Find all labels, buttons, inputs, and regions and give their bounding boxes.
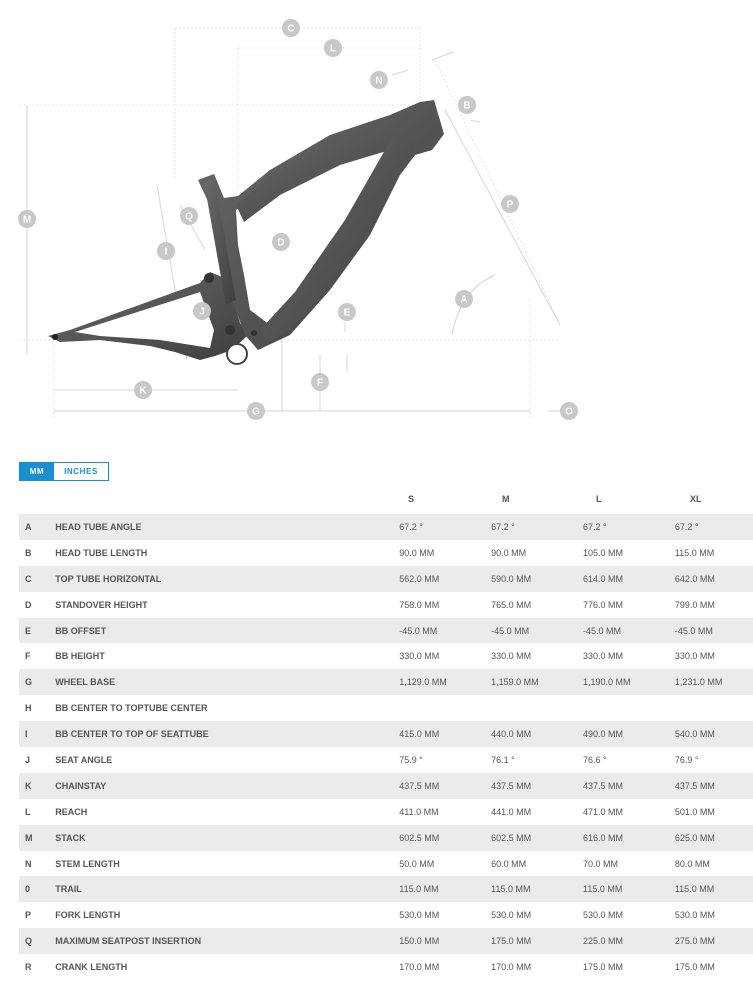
row-name: STACK — [55, 832, 86, 843]
row-value-xl: 175.0 MM — [674, 962, 715, 973]
row-name: STEM LENGTH — [55, 858, 120, 869]
svg-text:B: B — [463, 100, 471, 112]
badge-i — [157, 242, 175, 260]
row-value-m: 330.0 MM — [491, 651, 532, 662]
svg-text:J: J — [199, 306, 205, 318]
svg-text:G: G — [252, 406, 260, 418]
row-letter: K — [25, 780, 32, 791]
table-row — [19, 618, 753, 644]
badge-f — [311, 373, 329, 391]
unit-inches-button[interactable]: INCHES — [54, 463, 108, 480]
row-value-l: -45.0 MM — [582, 625, 621, 636]
badge-l — [324, 39, 342, 57]
row-value-m: 441.0 MM — [491, 806, 532, 817]
row-name: TOP TUBE HORIZONTAL — [55, 573, 162, 584]
row-letter: A — [25, 521, 32, 532]
size-header-s: S — [408, 494, 415, 504]
badge-m — [18, 210, 36, 228]
row-value-l: 776.0 MM — [582, 599, 624, 610]
table-row — [19, 592, 753, 618]
row-name: CHAINSTAY — [55, 780, 107, 791]
svg-text:D: D — [277, 237, 285, 249]
table-row — [19, 721, 753, 747]
table-row — [19, 514, 753, 540]
row-name: BB CENTER TO TOP OF SEATTUBE — [55, 729, 209, 740]
row-value-l: 490.0 MM — [582, 729, 624, 740]
row-name: FORK LENGTH — [55, 910, 121, 921]
row-value-l: 225.0 MM — [582, 936, 624, 947]
row-value-xl: 625.0 MM — [674, 832, 715, 843]
row-letter: I — [25, 729, 28, 740]
badge-p — [501, 195, 519, 213]
row-value-m: 60.0 MM — [491, 858, 527, 869]
svg-text:K: K — [139, 385, 147, 397]
row-value-xl: 437.5 MM — [674, 780, 715, 791]
row-value-s: 758.0 MM — [399, 599, 440, 610]
badge-e — [338, 303, 356, 321]
row-value-m: 67.2 ° — [491, 521, 515, 532]
row-name: HEAD TUBE ANGLE — [55, 521, 142, 532]
row-value-s: 437.5 MM — [399, 780, 440, 791]
svg-text:N: N — [375, 75, 383, 87]
row-letter: H — [25, 703, 32, 714]
svg-text:A: A — [460, 294, 468, 306]
row-value-s: -45.0 MM — [399, 625, 438, 636]
row-name: STANDOVER HEIGHT — [55, 599, 148, 610]
table-row — [19, 954, 753, 980]
svg-text:M: M — [22, 214, 32, 226]
size-header-m: M — [502, 494, 510, 504]
row-letter: R — [25, 962, 32, 973]
row-value-m: 1,159.0 MM — [491, 677, 539, 688]
row-value-l: 175.0 MM — [582, 962, 624, 973]
badge-q — [180, 207, 198, 225]
row-value-s: 330.0 MM — [399, 651, 440, 662]
table-row — [19, 773, 753, 799]
badge-d — [272, 233, 290, 251]
row-value-s: 170.0 MM — [399, 962, 440, 973]
row-letter: 0 — [25, 884, 31, 895]
row-value-m: 530.0 MM — [491, 910, 532, 921]
row-value-m: 590.0 MM — [491, 573, 532, 584]
row-value-s: 530.0 MM — [399, 910, 440, 921]
svg-text:Q: Q — [185, 211, 193, 223]
row-value-l: 437.5 MM — [582, 780, 624, 791]
row-value-m: 90.0 MM — [491, 547, 527, 558]
svg-text:L: L — [329, 43, 337, 55]
table-row — [19, 669, 753, 695]
row-name: CRANK LENGTH — [55, 962, 128, 973]
badge-g — [247, 402, 265, 420]
row-value-xl: -45.0 MM — [674, 625, 713, 636]
table-row — [19, 747, 753, 773]
row-value-s: 415.0 MM — [399, 729, 440, 740]
badge-n — [370, 71, 388, 89]
svg-text:E: E — [343, 307, 351, 319]
row-value-s: 1,129.0 MM — [399, 677, 447, 688]
row-letter: D — [25, 599, 32, 610]
row-letter: B — [25, 547, 32, 558]
row-value-s: 75.9 ° — [399, 754, 423, 765]
row-value-xl: 115.0 MM — [674, 884, 715, 895]
row-value-l: 471.0 MM — [582, 806, 624, 817]
frame-geometry-diagram — [0, 0, 753, 440]
row-letter: J — [25, 754, 31, 765]
row-value-l: 70.0 MM — [582, 858, 618, 869]
row-value-s: 115.0 MM — [399, 884, 439, 895]
row-value-xl: 115.0 MM — [674, 547, 715, 558]
badge-j — [193, 302, 211, 320]
row-value-xl: 1,231.0 MM — [674, 677, 723, 688]
row-value-l: 330.0 MM — [582, 651, 624, 662]
table-row — [19, 902, 753, 928]
row-value-xl: 642.0 MM — [674, 573, 715, 584]
geometry-table — [19, 514, 753, 980]
row-letter: P — [25, 910, 32, 921]
row-value-xl: 530.0 MM — [674, 910, 715, 921]
svg-text:I: I — [164, 246, 168, 258]
row-value-m: 765.0 MM — [491, 599, 532, 610]
table-row — [19, 566, 753, 592]
row-value-s: 90.0 MM — [399, 547, 435, 558]
row-value-m: 76.1 ° — [491, 754, 515, 765]
row-value-l: 616.0 MM — [582, 832, 624, 843]
bike-frame — [48, 100, 444, 364]
svg-text:C: C — [287, 23, 295, 35]
svg-text:F: F — [316, 377, 324, 389]
row-name: TRAIL — [55, 884, 82, 895]
row-value-xl: 540.0 MM — [674, 729, 715, 740]
row-letter: G — [25, 677, 33, 688]
svg-text:O: O — [565, 406, 573, 418]
row-value-m: 602.5 MM — [491, 832, 532, 843]
unit-mm-button[interactable]: MM — [20, 463, 54, 480]
row-name: HEAD TUBE LENGTH — [55, 547, 148, 558]
badge-c — [282, 19, 300, 37]
row-name: REACH — [55, 806, 88, 817]
row-name: SEAT ANGLE — [55, 754, 113, 765]
row-value-l: 1,190.0 MM — [582, 677, 631, 688]
row-value-l: 76.6 ° — [582, 754, 607, 765]
table-row — [19, 799, 753, 825]
row-letter: L — [25, 806, 31, 817]
row-value-xl: 275.0 MM — [674, 936, 715, 947]
row-value-xl: 501.0 MM — [674, 806, 715, 817]
table-row — [19, 825, 753, 851]
row-value-s: 411.0 MM — [399, 806, 439, 817]
row-value-l: 614.0 MM — [582, 573, 624, 584]
row-letter: F — [25, 651, 31, 662]
table-row — [19, 876, 753, 902]
row-letter: E — [25, 625, 32, 636]
row-letter: N — [25, 858, 32, 869]
row-value-s: 50.0 MM — [399, 858, 435, 869]
row-value-m: -45.0 MM — [491, 625, 530, 636]
row-letter: Q — [25, 936, 33, 947]
badge-o — [560, 402, 578, 420]
row-value-m: 115.0 MM — [491, 884, 531, 895]
row-name: BB CENTER TO TOPTUBE CENTER — [55, 703, 208, 714]
row-value-xl: 76.9 ° — [674, 754, 699, 765]
table-row — [19, 540, 753, 566]
table-row — [19, 643, 753, 669]
row-value-s: 67.2 ° — [399, 521, 423, 532]
row-value-xl: 80.0 MM — [674, 858, 710, 869]
row-name: WHEEL BASE — [55, 677, 116, 688]
row-value-s: 150.0 MM — [399, 936, 440, 947]
row-value-xl: 330.0 MM — [674, 651, 715, 662]
table-row — [19, 695, 753, 721]
badge-a — [455, 290, 473, 308]
badge-b — [458, 96, 476, 114]
table-row — [19, 851, 753, 877]
svg-text:P: P — [506, 199, 514, 211]
row-value-m: 437.5 MM — [491, 780, 532, 791]
size-header-xl: XL — [690, 494, 702, 504]
row-value-l: 115.0 MM — [582, 884, 623, 895]
row-value-s: 562.0 MM — [399, 573, 440, 584]
row-name: MAXIMUM SEATPOST INSERTION — [55, 936, 202, 947]
row-value-m: 440.0 MM — [491, 729, 532, 740]
row-value-xl: 799.0 MM — [674, 599, 715, 610]
row-value-m: 175.0 MM — [491, 936, 532, 947]
row-value-s: 602.5 MM — [399, 832, 440, 843]
row-name: BB OFFSET — [55, 625, 107, 636]
row-value-xl: 67.2 ° — [674, 521, 699, 532]
row-value-m: 170.0 MM — [491, 962, 532, 973]
row-value-l: 105.0 MM — [582, 547, 624, 558]
row-name: BB HEIGHT — [55, 651, 105, 662]
badge-k — [134, 381, 152, 399]
row-value-l: 67.2 ° — [582, 521, 607, 532]
unit-toggle — [19, 462, 109, 481]
row-letter: C — [25, 573, 32, 584]
row-value-l: 530.0 MM — [582, 910, 624, 921]
table-row — [19, 928, 753, 954]
row-letter: M — [25, 832, 33, 843]
size-header-l: L — [596, 494, 602, 504]
